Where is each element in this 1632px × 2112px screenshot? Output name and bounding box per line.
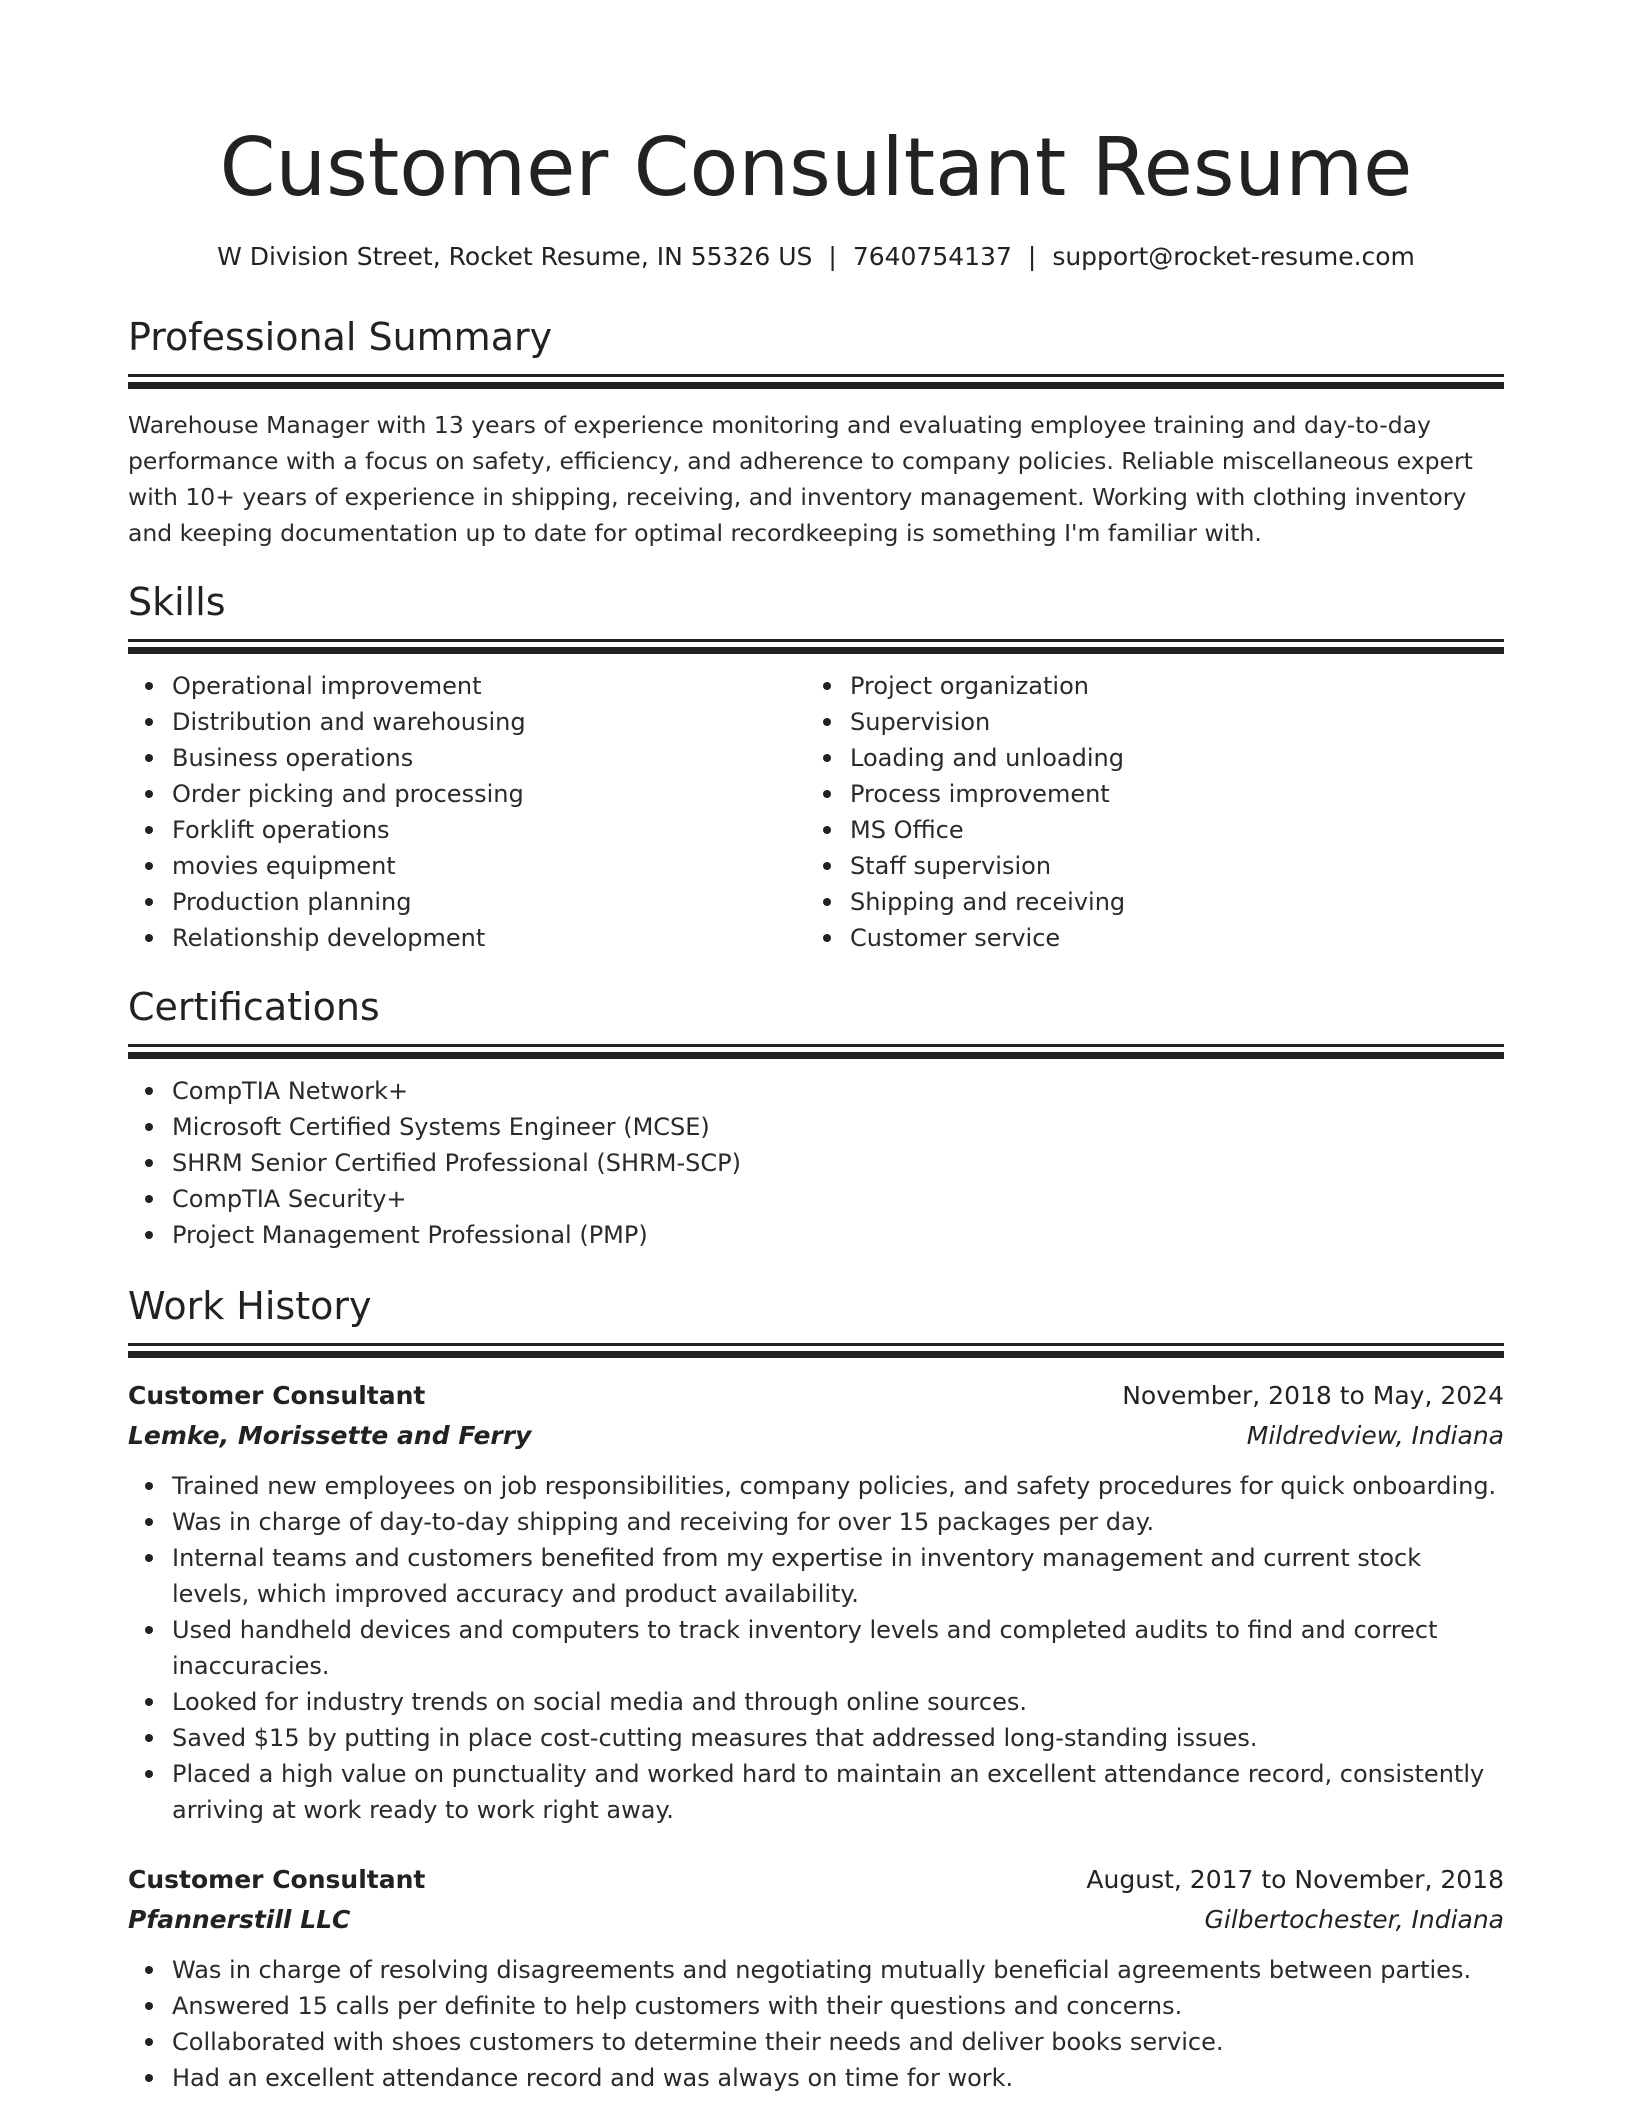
skills-list bbox=[806, 668, 1484, 956]
job-bullet: Was in charge of day-to-day shipping and receiving for over 15 packages per day. bbox=[172, 1504, 1504, 1540]
skills-column-right bbox=[806, 668, 1484, 956]
job-bullet: Had an excellent attendance record and was always on time for work. bbox=[172, 2060, 1504, 2096]
job-bullet: Answered 15 calls per definite to help customers with their questions and concerns. bbox=[172, 1988, 1504, 2024]
contact-line bbox=[128, 240, 1504, 274]
skill-item: Supervision bbox=[850, 704, 1484, 740]
contact-email[interactable]: support@rocket-resume.com bbox=[1052, 242, 1415, 271]
section-divider bbox=[128, 382, 1504, 389]
skill-item: Forklift operations bbox=[172, 812, 806, 848]
certification-item: CompTIA Network+ bbox=[172, 1073, 1504, 1109]
job-header-row bbox=[128, 1860, 1504, 1900]
job-bullet: Trained new employees on job responsibilities, company policies, and safety procedures for quick onboarding. bbox=[172, 1468, 1504, 1504]
job-company: Pfannerstill LLC bbox=[128, 1905, 351, 1934]
skills-grid bbox=[128, 668, 1504, 956]
section-divider bbox=[128, 1343, 1504, 1346]
summary-section bbox=[128, 314, 1504, 551]
contact-separator: | bbox=[828, 242, 837, 271]
job-company-row bbox=[128, 1416, 1504, 1456]
skill-item: Process improvement bbox=[850, 776, 1484, 812]
skill-item: Staff supervision bbox=[850, 848, 1484, 884]
job-bullet: Used handheld devices and computers to track inventory levels and completed audits to find and correct inaccuracies. bbox=[172, 1612, 1504, 1684]
job-bullet: Internal teams and customers benefited from my expertise in inventory management and current stock levels, which improved accuracy and product availability. bbox=[172, 1540, 1504, 1612]
job-bullets bbox=[128, 1468, 1504, 1828]
skill-item: Operational improvement bbox=[172, 668, 806, 704]
job-dates: November, 2018 to May, 2024 bbox=[1122, 1381, 1504, 1410]
certification-item: CompTIA Security+ bbox=[172, 1181, 1504, 1217]
contact-separator: | bbox=[1027, 242, 1037, 271]
certifications-list bbox=[128, 1073, 1504, 1253]
certifications-section bbox=[128, 984, 1504, 1253]
page-title: Customer Consultant Resume bbox=[219, 121, 1413, 214]
job-bullet: Saved $15 by putting in place cost-cutting measures that addressed long-standing issues. bbox=[172, 1720, 1504, 1756]
job-location: Gilbertochester, Indiana bbox=[1204, 1905, 1504, 1934]
skills-section bbox=[128, 579, 1504, 956]
contact-address: W Division Street, Rocket Resume, IN 55326 US bbox=[217, 242, 813, 271]
job-bullet: Collaborated with shoes customers to determine their needs and deliver books service. bbox=[172, 2024, 1504, 2060]
job-company-row bbox=[128, 1900, 1504, 1940]
skill-item: Order picking and processing bbox=[172, 776, 806, 812]
skill-item: Customer service bbox=[850, 920, 1484, 956]
skills-list bbox=[128, 668, 806, 956]
skill-item: Distribution and warehousing bbox=[172, 704, 806, 740]
section-heading-work-history: Work History bbox=[128, 1284, 372, 1328]
skill-item: Business operations bbox=[172, 740, 806, 776]
section-heading-summary: Professional Summary bbox=[128, 315, 553, 359]
section-divider bbox=[128, 374, 1504, 377]
section-divider bbox=[128, 647, 1504, 654]
job-bullets bbox=[128, 1952, 1504, 2096]
job-header-row bbox=[128, 1376, 1504, 1416]
certification-item: Microsoft Certified Systems Engineer (MCSE) bbox=[172, 1109, 1504, 1145]
section-heading-certifications: Certifications bbox=[128, 985, 380, 1029]
job-bullet: Placed a high value on punctuality and worked hard to maintain an excellent attendance record, consistently arriving at work ready to work right away. bbox=[172, 1756, 1504, 1828]
resume-page bbox=[128, 0, 1504, 2096]
job-bullet: Was in charge of resolving disagreements and negotiating mutually beneficial agreements between parties. bbox=[172, 1952, 1504, 1988]
summary-text: Warehouse Manager with 13 years of experience monitoring and evaluating employee training and day-to-day performance with a focus on safety, efficiency, and adherence to company policies. Reliable miscellaneous expert with 10+ years of experience in shipping, receiving, and inventory management. Working with clothing inventory and keeping documentation up to date for optimal recordkeeping is something I'm familiar with. bbox=[128, 411, 1473, 547]
certification-item: Project Management Professional (PMP) bbox=[172, 1217, 1504, 1253]
skill-item: Relationship development bbox=[172, 920, 806, 956]
section-divider bbox=[128, 1052, 1504, 1059]
skill-item: Shipping and receiving bbox=[850, 884, 1484, 920]
job-title: Customer Consultant bbox=[128, 1381, 426, 1410]
section-heading-skills: Skills bbox=[128, 580, 226, 624]
work-history-section bbox=[128, 1283, 1504, 2096]
contact-phone[interactable]: 7640754137 bbox=[852, 242, 1012, 271]
job-title: Customer Consultant bbox=[128, 1865, 426, 1894]
skill-item: movies equipment bbox=[172, 848, 806, 884]
job-company: Lemke, Morissette and Ferry bbox=[128, 1421, 532, 1450]
skill-item: Loading and unloading bbox=[850, 740, 1484, 776]
certification-item: SHRM Senior Certified Professional (SHRM-SCP) bbox=[172, 1145, 1504, 1181]
section-divider bbox=[128, 639, 1504, 642]
skill-item: MS Office bbox=[850, 812, 1484, 848]
section-divider bbox=[128, 1044, 1504, 1047]
section-divider bbox=[128, 1351, 1504, 1358]
job-bullet: Looked for industry trends on social media and through online sources. bbox=[172, 1684, 1504, 1720]
job-entry bbox=[128, 1860, 1504, 2096]
job-entry bbox=[128, 1376, 1504, 1828]
skills-column-left bbox=[128, 668, 806, 956]
job-location: Mildredview, Indiana bbox=[1246, 1421, 1504, 1450]
skill-item: Project organization bbox=[850, 668, 1484, 704]
skill-item: Production planning bbox=[172, 884, 806, 920]
job-dates: August, 2017 to November, 2018 bbox=[1086, 1865, 1504, 1894]
